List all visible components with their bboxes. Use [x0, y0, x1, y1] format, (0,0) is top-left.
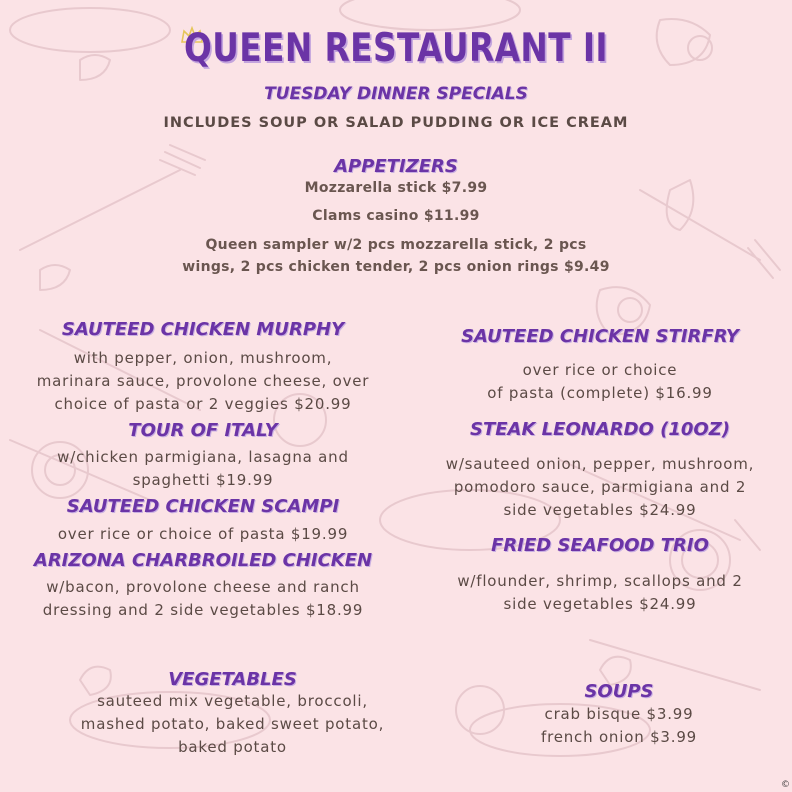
dish-name: ARIZONA CHARBROILED CHICKEN	[33, 550, 373, 571]
dish-description: with pepper, onion, mushroom, marinara sauce, provolone cheese, over choice of pasta or 2 veggies $20.99	[36, 349, 370, 413]
dish-description: w/sauteed onion, pepper, mushroom, pomodoro sauce, parmigiana and 2 side vegetables $24.99	[445, 455, 755, 519]
soups-heading: SOUPS	[584, 681, 654, 702]
appetizer-item: Queen sampler w/2 pcs mozzarella stick, 2 pcs	[205, 237, 587, 253]
dish-name: SAUTEED CHICKEN MURPHY	[61, 319, 345, 340]
dish-description: w/bacon, provolone cheese and ranch dressing and 2 side vegetables $18.99	[42, 578, 364, 619]
appetizer-item: Clams casino $11.99	[312, 208, 480, 224]
dish-description: over rice or choice of pasta $19.99	[57, 525, 349, 543]
dish-name: TOUR OF ITALY	[128, 420, 278, 441]
menu-subtitle: TUESDAY DINNER SPECIALS	[264, 84, 528, 104]
vegetables-heading: VEGETABLES	[168, 669, 297, 690]
copyright-mark: ©	[781, 780, 790, 790]
restaurant-name: QUEEN RESTAURANT II	[183, 26, 609, 71]
appetizer-item: wings, 2 pcs chicken tender, 2 pcs onion rings $9.49	[182, 259, 610, 275]
dish-description: w/flounder, shrimp, scallops and 2 side vegetables $24.99	[457, 572, 743, 613]
dish-name: STEAK LEONARDO (10OZ)	[470, 419, 730, 440]
appetizers-heading: APPETIZERS	[334, 156, 458, 177]
appetizer-item: Mozzarella stick $7.99	[304, 180, 488, 196]
dish-name: FRIED SEAFOOD TRIO	[491, 535, 709, 556]
soups-list: crab bisque $3.99 french onion $3.99	[540, 705, 698, 746]
dish-name: SAUTEED CHICKEN STIRFRY	[461, 326, 739, 347]
vegetables-list: sauteed mix vegetable, broccoli, mashed potato, baked sweet potato, baked potato	[80, 692, 385, 756]
dish-description: over rice or choice of pasta (complete) $16.99	[487, 361, 713, 402]
dish-description: w/chicken parmigiana, lasagna and spaghetti $19.99	[57, 448, 349, 489]
dish-name: SAUTEED CHICKEN SCAMPI	[66, 496, 340, 517]
includes-note: INCLUDES SOUP OR SALAD PUDDING OR ICE CREAM	[163, 115, 629, 131]
